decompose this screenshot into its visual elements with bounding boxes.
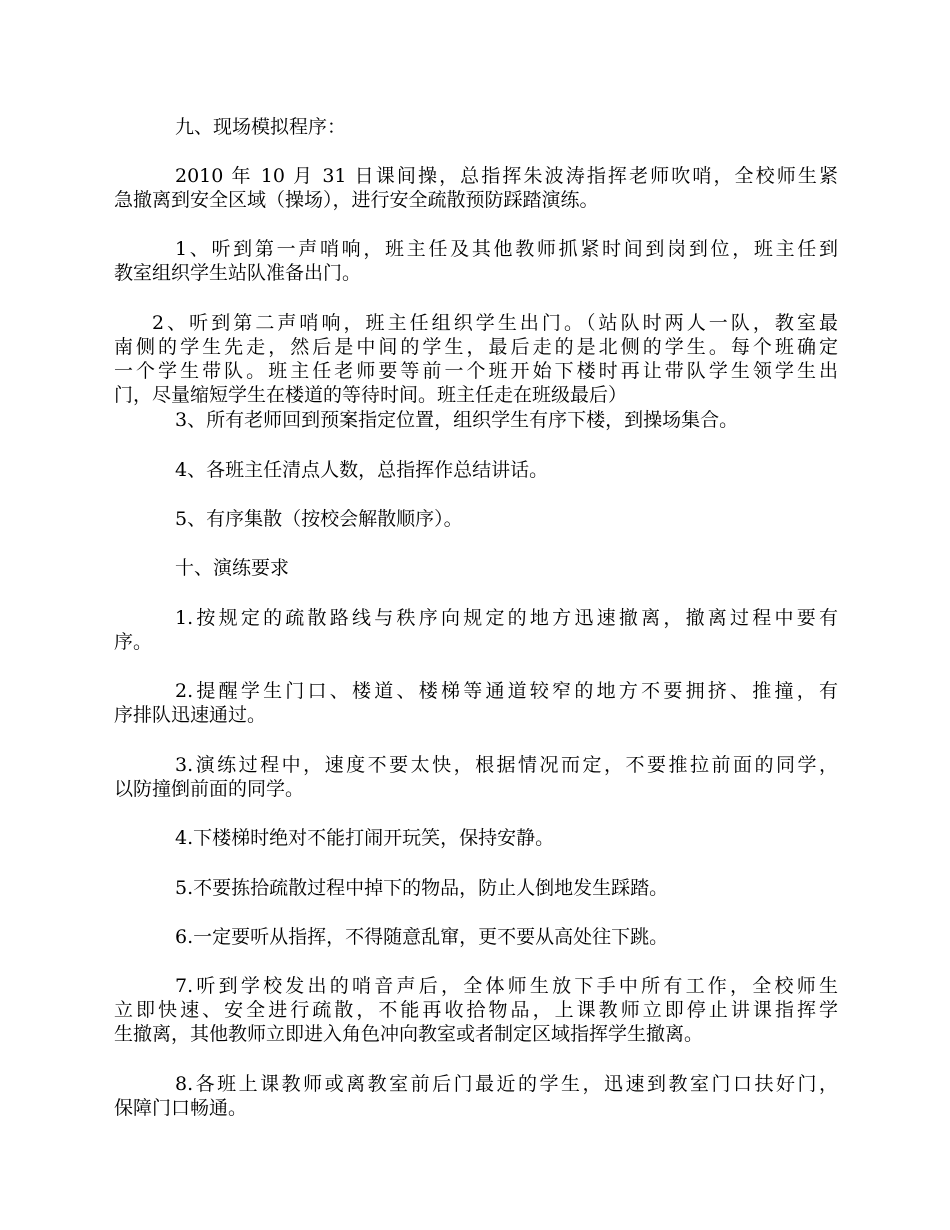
paragraph-3-line-2: 南侧的学生先走，然后是中间的学生，最后走的是北侧的学生。每个班确定: [114, 336, 838, 358]
requirement-8-line-1: 8.各班上课教师或离教室前后门最近的学生，迅速到教室门口扶好门，: [175, 1073, 838, 1095]
requirement-7-line-2: 立即快速、安全进行疏散，不能再收拾物品，上课教师立即停止讲课指挥学: [114, 999, 838, 1021]
requirement-2-line-2: 序排队迅速通过。: [114, 704, 267, 726]
requirement-8-line-2: 保障门口畅通。: [114, 1097, 248, 1119]
paragraph-1-line-2: 急撤离到安全区域（操场），进行安全疏散预防踩踏演练。: [114, 189, 599, 211]
paragraph-2-line-1: 1、听到第一声哨响，班主任及其他教师抓紧时间到岗到位，班主任到: [175, 238, 838, 260]
requirement-3-line-2: 以防撞倒前面的同学。: [114, 778, 305, 800]
requirement-7-line-3: 生撤离，其他教师立即进入角色冲向教室或者制定区域指挥学生撤离。: [114, 1023, 704, 1045]
requirement-3-line-1: 3.演练过程中，速度不要太快，根据情况而定，不要推拉前面的同学，: [175, 754, 838, 776]
paragraph-2-line-2: 教室组织学生站队准备出门。: [114, 262, 362, 284]
requirement-6: 6.一定要听从指挥，不得随意乱窜，更不要从高处往下跳。: [175, 926, 669, 948]
section-heading-9: 九、现场模拟程序：: [175, 116, 347, 138]
paragraph-3-line-1: 2、听到第二声哨响，班主任组织学生出门。（站队时两人一队，教室最: [152, 312, 838, 334]
paragraph-4: 3、所有老师回到预案指定位置，组织学生有序下楼，到操场集合。: [175, 409, 739, 431]
paragraph-1-line-1: 2010 年 10 月 31 日课间操，总指挥朱波涛指挥老师吹哨，全校师生紧: [175, 165, 838, 187]
section-heading-10: 十、演练要求: [175, 557, 290, 579]
paragraph-3-line-3: 一个学生带队。班主任老师要等前一个班开始下楼时再让带队学生领学生出: [114, 360, 838, 382]
requirement-1-line-2: 序。: [114, 631, 153, 653]
paragraph-5: 4、各班主任清点人数，总指挥作总结讲话。: [175, 459, 549, 481]
paragraph-6: 5、有序集散（按校会解散顺序）。: [175, 508, 463, 530]
requirement-1-line-1: 1.按规定的疏散路线与秩序向规定的地方迅速撤离，撤离过程中要有: [175, 607, 838, 629]
paragraph-3-line-4: 门，尽量缩短学生在楼道的等待时间。班主任走在班级最后）: [114, 384, 628, 406]
requirement-4: 4.下楼梯时绝对不能打闹开玩笑，保持安静。: [175, 827, 555, 849]
requirement-5: 5.不要拣拾疏散过程中掉下的物品，防止人倒地发生踩踏。: [175, 877, 669, 899]
requirement-2-line-1: 2.提醒学生门口、楼道、楼梯等通道较窄的地方不要拥挤、推撞，有: [175, 680, 838, 702]
requirement-7-line-1: 7.听到学校发出的哨音声后，全体师生放下手中所有工作，全校师生: [175, 975, 838, 997]
